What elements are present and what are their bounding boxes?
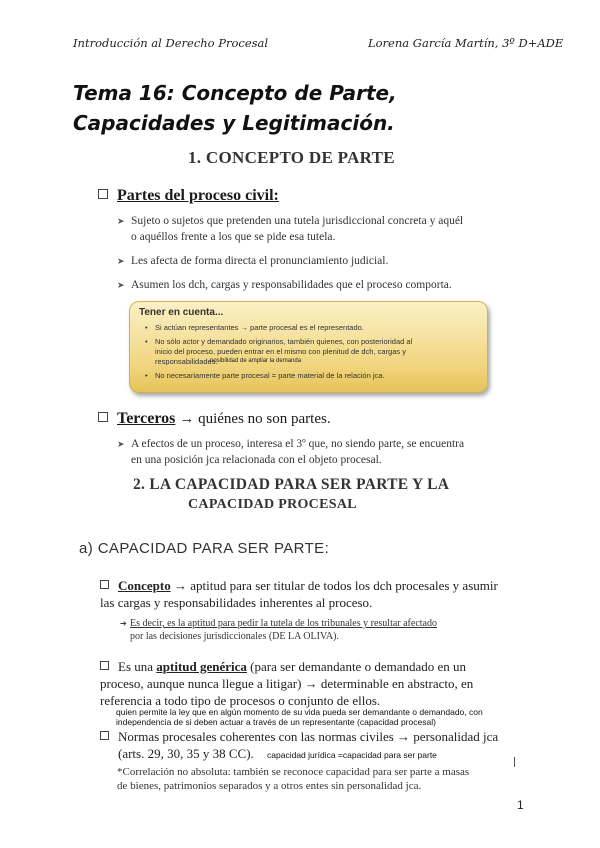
handwritten-note-normas: capacidad jurídica =capacidad para ser parte	[267, 750, 437, 760]
partes-heading: Partes del proceso civil:	[98, 187, 279, 205]
partes-list	[117, 213, 517, 293]
normas-line: (arts. 29, 30, 35 y 38 CC). capacidad jurídica =capacidad para ser parte	[118, 746, 437, 761]
checkbox-bullet-icon	[98, 412, 108, 422]
concepto-line: las cargas y responsabilidades inherentes al proceso.	[100, 595, 373, 610]
subsection-a-heading: a) CAPACIDAD PARA SER PARTE:	[79, 540, 330, 557]
correlacion-note: *Correlación no absoluta: también se reconoce capacidad para ser parte a masas de bienes, patrimonios separados y a otros entes sin personalidad jca.	[117, 766, 470, 792]
generica-line: proceso, aunque nunca llegue a litigar) → determinable en abstracto, en	[100, 676, 474, 691]
concepto-line: Concepto → aptitud para ser titular de todos los dch procesales y asumir	[100, 577, 520, 594]
terceros-heading: Terceros → quiénes no son partes.	[98, 410, 331, 428]
section1-heading: 1. CONCEPTO DE PARTE	[188, 148, 395, 167]
terceros-list	[117, 436, 517, 468]
normas-block	[100, 728, 530, 762]
note-list	[145, 323, 480, 381]
section2-heading-line2: CAPACIDAD PROCESAL	[188, 497, 357, 512]
list-item: • Si actúan representantes → parte procesal es el representado.	[145, 323, 364, 332]
checkbox-bullet-icon	[100, 580, 109, 589]
list-item: responsabilidades.	[155, 357, 218, 366]
margin-mark	[514, 757, 515, 767]
checkbox-bullet-icon	[100, 661, 109, 670]
generica-line: referencia a todo tipo de procesos o conjunto de ellos.	[100, 693, 381, 708]
section2-heading-line1: 2. LA CAPACIDAD PARA SER PARTE Y LA	[133, 476, 450, 493]
page-number: 1	[517, 798, 524, 812]
normas-line: Normas procesales coherentes con las normas civiles → personalidad jca	[100, 728, 530, 745]
list-item: en una posición jca relacionada con el objeto procesal.	[131, 454, 382, 466]
list-item: ➤ Sujeto o sujetos que pretenden una tutela jurisdiccional concreta y aquél	[117, 215, 464, 227]
list-item: ➤ Les afecta de forma directa el pronunciamiento judicial.	[117, 255, 389, 267]
list-item: • No necesariamente parte procesal = parte material de la relación jca.	[145, 371, 385, 380]
concepto-quote: ➔ Es decir, es la aptitud para pedir la tutela de los tribunales y resultar afectado por las decisiones jurisdiccionales (DE LA OLIVA).	[120, 618, 437, 642]
arrow-bullet-icon: ➔	[120, 619, 127, 628]
list-item: ➤ A efectos de un proceso, interesa el 3º que, no siendo parte, se encuentra	[117, 438, 465, 450]
list-item: o aquéllos frente a los que se pide esa tutela.	[131, 231, 336, 243]
generica-line: Es una aptitud genérica (para ser demandante o demandado en un	[100, 658, 520, 675]
list-item: ➤ Asumen los dch, cargas y responsabilidades que el proceso comporta.	[117, 279, 452, 291]
checkbox-bullet-icon	[98, 189, 108, 199]
page-title: Tema 16: Concepto de Parte, Capacidades y Legitimación.	[73, 81, 397, 135]
list-item: inicio del proceso, pueden entrar en el mismo con plenitud de dch, cargas y	[155, 347, 406, 356]
note-title: Tener en cuenta...	[139, 307, 224, 318]
generica-block	[100, 658, 520, 709]
checkbox-bullet-icon	[100, 731, 109, 740]
arrow-bullet-icon: ➤	[117, 216, 125, 226]
handwritten-note: posibilidad de ampliar la demanda	[210, 358, 302, 364]
header-left: Introducción al Derecho Procesal	[73, 36, 269, 50]
concepto-block	[100, 577, 520, 611]
header-right: Lorena García Martín, 3º D+ADE	[368, 36, 564, 50]
handwritten-note-generica: quien permite la ley que en algún momento de su vida pueda ser demandante o demandado, con independencia de si deben actuar a través de un representante (capacidad procesal)	[116, 707, 483, 727]
arrow-bullet-icon: ➤	[117, 280, 125, 290]
arrow-bullet-icon: ➤	[117, 439, 125, 449]
list-item: • No sólo actor y demandado originarios, también quienes, con posterioridad al	[145, 337, 413, 346]
arrow-bullet-icon: ➤	[117, 256, 125, 266]
